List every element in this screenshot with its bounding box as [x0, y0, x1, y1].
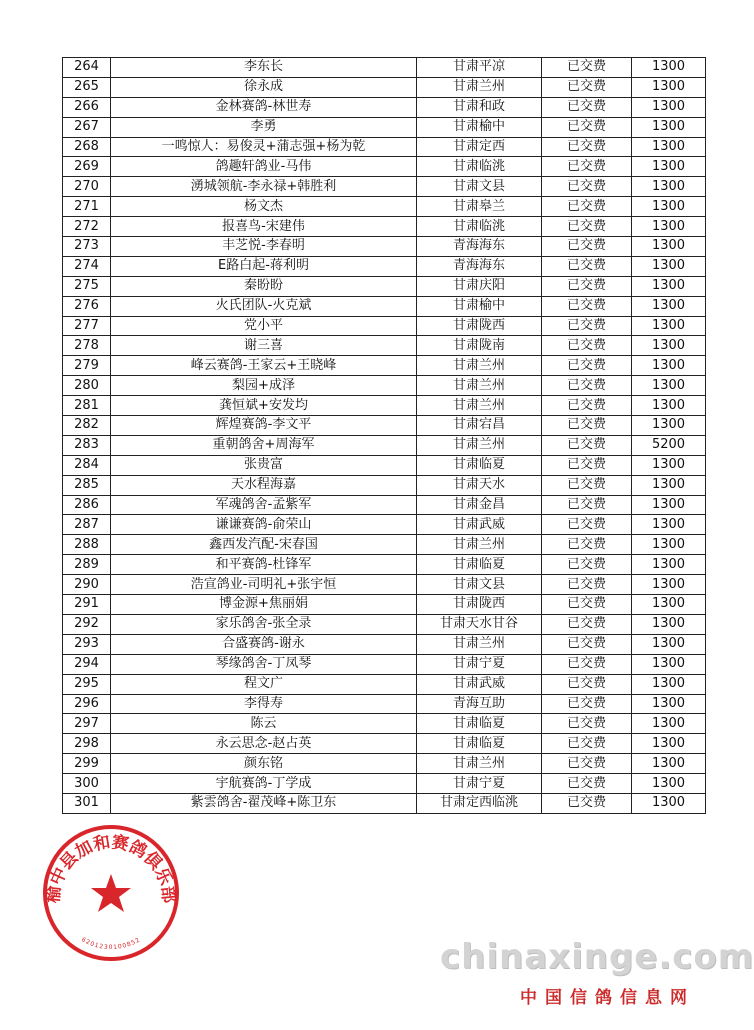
row-status: 已交费 — [542, 77, 632, 97]
table-row — [63, 455, 706, 475]
row-number: 298 — [63, 734, 111, 754]
row-amount: 1300 — [632, 535, 706, 555]
row-name: 辉煌赛鸽-李文平 — [111, 416, 417, 436]
row-number: 297 — [63, 714, 111, 734]
seal-text: 榆中县加和赛鸽俱乐部 — [43, 832, 179, 905]
row-status: 已交费 — [542, 694, 632, 714]
row-name: 火氏团队-火克斌 — [111, 296, 417, 316]
table-row — [63, 97, 706, 117]
row-status: 已交费 — [542, 714, 632, 734]
row-amount: 1300 — [632, 455, 706, 475]
row-amount: 1300 — [632, 714, 706, 734]
row-status: 已交费 — [542, 256, 632, 276]
row-amount: 1300 — [632, 276, 706, 296]
row-name: 湧城领航-李永禄+韩胜利 — [111, 177, 417, 197]
row-region: 甘肃武威 — [417, 515, 542, 535]
row-amount: 1300 — [632, 793, 706, 813]
row-name: 合盛赛鸽-谢永 — [111, 634, 417, 654]
row-status: 已交费 — [542, 595, 632, 615]
table-row — [63, 197, 706, 217]
row-amount: 1300 — [632, 396, 706, 416]
row-name: 天水程海嘉 — [111, 475, 417, 495]
table-row — [63, 793, 706, 813]
row-status: 已交费 — [542, 276, 632, 296]
table-row — [63, 117, 706, 137]
star-icon — [91, 874, 131, 912]
row-status: 已交费 — [542, 555, 632, 575]
row-number: 264 — [63, 58, 111, 78]
row-number: 274 — [63, 256, 111, 276]
row-region: 甘肃定西临洮 — [417, 793, 542, 813]
row-name: 军魂鸽舍-孟紫军 — [111, 495, 417, 515]
row-region: 甘肃榆中 — [417, 117, 542, 137]
row-number: 286 — [63, 495, 111, 515]
row-amount: 1300 — [632, 774, 706, 794]
row-name: 张贵富 — [111, 455, 417, 475]
row-number: 296 — [63, 694, 111, 714]
row-name: 徐永成 — [111, 77, 417, 97]
table-row — [63, 555, 706, 575]
row-region: 甘肃文县 — [417, 575, 542, 595]
row-name: 李勇 — [111, 117, 417, 137]
row-status: 已交费 — [542, 137, 632, 157]
row-name: 峰云赛鸽-王家云+王晓峰 — [111, 356, 417, 376]
row-region: 甘肃兰州 — [417, 356, 542, 376]
table-row — [63, 296, 706, 316]
row-number: 279 — [63, 356, 111, 376]
row-region: 甘肃陇西 — [417, 595, 542, 615]
row-name: 谦谦赛鸽-俞荣山 — [111, 515, 417, 535]
row-region: 甘肃宁夏 — [417, 774, 542, 794]
row-number: 284 — [63, 455, 111, 475]
row-name: 杨文杰 — [111, 197, 417, 217]
table-row — [63, 396, 706, 416]
row-status: 已交费 — [542, 674, 632, 694]
row-amount: 1300 — [632, 77, 706, 97]
row-region: 甘肃兰州 — [417, 376, 542, 396]
row-name: 梨园+成泽 — [111, 376, 417, 396]
row-status: 已交费 — [542, 177, 632, 197]
row-name: 家乐鸽舍-张全录 — [111, 614, 417, 634]
row-number: 283 — [63, 435, 111, 455]
row-status: 已交费 — [542, 197, 632, 217]
row-name: 党小平 — [111, 316, 417, 336]
row-amount: 1300 — [632, 376, 706, 396]
row-number: 300 — [63, 774, 111, 794]
row-name: 浩宣鸽业-司明礼+张宇恒 — [111, 575, 417, 595]
row-region: 甘肃文县 — [417, 177, 542, 197]
seal-code: 6201230100852 — [80, 936, 142, 952]
table-row — [63, 495, 706, 515]
row-name: 秦盼盼 — [111, 276, 417, 296]
row-region: 甘肃兰州 — [417, 754, 542, 774]
table-row — [63, 774, 706, 794]
row-number: 268 — [63, 137, 111, 157]
row-number: 288 — [63, 535, 111, 555]
table-row — [63, 177, 706, 197]
table-row — [63, 217, 706, 237]
row-number: 277 — [63, 316, 111, 336]
row-amount: 1300 — [632, 336, 706, 356]
row-number: 278 — [63, 336, 111, 356]
row-region: 甘肃陇西 — [417, 316, 542, 336]
row-amount: 1300 — [632, 674, 706, 694]
row-region: 青海互助 — [417, 694, 542, 714]
row-name: 丰芝悦-李春明 — [111, 237, 417, 257]
table-row — [63, 416, 706, 436]
row-number: 282 — [63, 416, 111, 436]
row-name: 琴缘鸽舍-丁凤琴 — [111, 654, 417, 674]
row-region: 甘肃兰州 — [417, 535, 542, 555]
row-amount: 1300 — [632, 58, 706, 78]
row-amount: 1300 — [632, 237, 706, 257]
row-status: 已交费 — [542, 356, 632, 376]
row-region: 甘肃临夏 — [417, 714, 542, 734]
row-region: 甘肃宁夏 — [417, 654, 542, 674]
row-status: 已交费 — [542, 58, 632, 78]
row-amount: 1300 — [632, 555, 706, 575]
row-name: 金林赛鸽-林世寿 — [111, 97, 417, 117]
fee-table — [62, 57, 706, 814]
fee-table-body — [63, 58, 706, 814]
row-number: 294 — [63, 654, 111, 674]
row-status: 已交费 — [542, 455, 632, 475]
club-seal — [40, 822, 182, 964]
row-number: 269 — [63, 157, 111, 177]
row-number: 271 — [63, 197, 111, 217]
row-number: 281 — [63, 396, 111, 416]
row-region: 甘肃临洮 — [417, 217, 542, 237]
row-amount: 1300 — [632, 754, 706, 774]
row-status: 已交费 — [542, 336, 632, 356]
row-name: 紫雲鸽舍-翟茂峰+陈卫东 — [111, 793, 417, 813]
row-amount: 1300 — [632, 256, 706, 276]
row-name: 报喜鸟-宋建伟 — [111, 217, 417, 237]
row-amount: 1300 — [632, 416, 706, 436]
row-number: 299 — [63, 754, 111, 774]
row-status: 已交费 — [542, 217, 632, 237]
row-status: 已交费 — [542, 774, 632, 794]
row-amount: 1300 — [632, 117, 706, 137]
row-region: 甘肃宕昌 — [417, 416, 542, 436]
table-row — [63, 435, 706, 455]
row-name: E路白起-蒋利明 — [111, 256, 417, 276]
row-amount: 1300 — [632, 316, 706, 336]
table-row — [63, 614, 706, 634]
row-region: 甘肃兰州 — [417, 77, 542, 97]
row-status: 已交费 — [542, 117, 632, 137]
row-number: 293 — [63, 634, 111, 654]
table-row — [63, 634, 706, 654]
table-row — [63, 256, 706, 276]
row-amount: 1300 — [632, 177, 706, 197]
row-status: 已交费 — [542, 654, 632, 674]
table-row — [63, 58, 706, 78]
row-status: 已交费 — [542, 97, 632, 117]
row-status: 已交费 — [542, 634, 632, 654]
row-name: 李东长 — [111, 58, 417, 78]
row-region: 甘肃和政 — [417, 97, 542, 117]
row-status: 已交费 — [542, 515, 632, 535]
row-region: 甘肃定西 — [417, 137, 542, 157]
row-name: 陈云 — [111, 714, 417, 734]
row-region: 甘肃临洮 — [417, 157, 542, 177]
table-row — [63, 575, 706, 595]
table-row — [63, 137, 706, 157]
row-number: 301 — [63, 793, 111, 813]
table-row — [63, 237, 706, 257]
table-row — [63, 356, 706, 376]
row-region: 甘肃天水 — [417, 475, 542, 495]
table-row — [63, 515, 706, 535]
row-status: 已交费 — [542, 614, 632, 634]
row-region: 甘肃庆阳 — [417, 276, 542, 296]
row-name: 程文广 — [111, 674, 417, 694]
row-status: 已交费 — [542, 237, 632, 257]
row-amount: 1300 — [632, 614, 706, 634]
row-name: 博金源+焦丽娟 — [111, 595, 417, 615]
row-number: 290 — [63, 575, 111, 595]
row-status: 已交费 — [542, 376, 632, 396]
row-status: 已交费 — [542, 296, 632, 316]
row-name: 宇航赛鸽-丁学成 — [111, 774, 417, 794]
row-region: 甘肃临夏 — [417, 734, 542, 754]
row-amount: 1300 — [632, 515, 706, 535]
row-amount: 5200 — [632, 435, 706, 455]
table-row — [63, 734, 706, 754]
row-amount: 1300 — [632, 296, 706, 316]
row-region: 甘肃皋兰 — [417, 197, 542, 217]
table-row — [63, 376, 706, 396]
row-amount: 1300 — [632, 575, 706, 595]
row-amount: 1300 — [632, 217, 706, 237]
row-name: 一鸣惊人：易俊灵+蒲志强+杨为乾 — [111, 137, 417, 157]
watermark-site: chinaxinge.com — [440, 937, 754, 977]
table-row — [63, 336, 706, 356]
watermark-subtitle: 中国信鸽信息网 — [520, 988, 695, 1008]
row-status: 已交费 — [542, 396, 632, 416]
row-amount: 1300 — [632, 694, 706, 714]
row-status: 已交费 — [542, 793, 632, 813]
row-name: 谢三喜 — [111, 336, 417, 356]
row-amount: 1300 — [632, 475, 706, 495]
row-region: 甘肃临夏 — [417, 555, 542, 575]
row-number: 295 — [63, 674, 111, 694]
row-amount: 1300 — [632, 595, 706, 615]
row-amount: 1300 — [632, 157, 706, 177]
table-row — [63, 674, 706, 694]
table-row — [63, 694, 706, 714]
row-region: 甘肃临夏 — [417, 455, 542, 475]
row-status: 已交费 — [542, 535, 632, 555]
table-row — [63, 654, 706, 674]
row-name: 和平赛鸽-杜锋军 — [111, 555, 417, 575]
row-status: 已交费 — [542, 754, 632, 774]
row-number: 275 — [63, 276, 111, 296]
row-number: 267 — [63, 117, 111, 137]
row-name: 永云思念-赵占英 — [111, 734, 417, 754]
row-amount: 1300 — [632, 356, 706, 376]
row-number: 265 — [63, 77, 111, 97]
table-row — [63, 316, 706, 336]
row-region: 甘肃兰州 — [417, 396, 542, 416]
row-number: 270 — [63, 177, 111, 197]
row-amount: 1300 — [632, 734, 706, 754]
row-region: 甘肃榆中 — [417, 296, 542, 316]
row-number: 292 — [63, 614, 111, 634]
row-status: 已交费 — [542, 734, 632, 754]
row-number: 291 — [63, 595, 111, 615]
row-status: 已交费 — [542, 475, 632, 495]
row-amount: 1300 — [632, 97, 706, 117]
row-name: 鸽趣轩鸽业-马伟 — [111, 157, 417, 177]
row-region: 青海海东 — [417, 237, 542, 257]
row-status: 已交费 — [542, 157, 632, 177]
row-name: 颜东铭 — [111, 754, 417, 774]
table-row — [63, 276, 706, 296]
table-row — [63, 157, 706, 177]
row-status: 已交费 — [542, 435, 632, 455]
row-amount: 1300 — [632, 654, 706, 674]
row-name: 龚恒斌+安发均 — [111, 396, 417, 416]
row-name: 鑫西发汽配-宋春国 — [111, 535, 417, 555]
row-number: 276 — [63, 296, 111, 316]
row-number: 266 — [63, 97, 111, 117]
table-row — [63, 77, 706, 97]
row-region: 青海海东 — [417, 256, 542, 276]
row-region: 甘肃天水甘谷 — [417, 614, 542, 634]
row-region: 甘肃兰州 — [417, 435, 542, 455]
table-row — [63, 754, 706, 774]
row-number: 285 — [63, 475, 111, 495]
row-region: 甘肃陇南 — [417, 336, 542, 356]
row-status: 已交费 — [542, 416, 632, 436]
table-row — [63, 535, 706, 555]
row-region: 甘肃金昌 — [417, 495, 542, 515]
row-number: 289 — [63, 555, 111, 575]
row-name: 李得寿 — [111, 694, 417, 714]
row-number: 287 — [63, 515, 111, 535]
row-amount: 1300 — [632, 634, 706, 654]
row-name: 重朝鸽舍+周海军 — [111, 435, 417, 455]
table-row — [63, 595, 706, 615]
row-region: 甘肃平凉 — [417, 58, 542, 78]
row-number: 272 — [63, 217, 111, 237]
row-amount: 1300 — [632, 197, 706, 217]
row-region: 甘肃兰州 — [417, 634, 542, 654]
row-status: 已交费 — [542, 575, 632, 595]
row-region: 甘肃武威 — [417, 674, 542, 694]
row-amount: 1300 — [632, 137, 706, 157]
row-status: 已交费 — [542, 316, 632, 336]
row-number: 273 — [63, 237, 111, 257]
row-number: 280 — [63, 376, 111, 396]
table-row — [63, 714, 706, 734]
table-row — [63, 475, 706, 495]
row-amount: 1300 — [632, 495, 706, 515]
row-status: 已交费 — [542, 495, 632, 515]
